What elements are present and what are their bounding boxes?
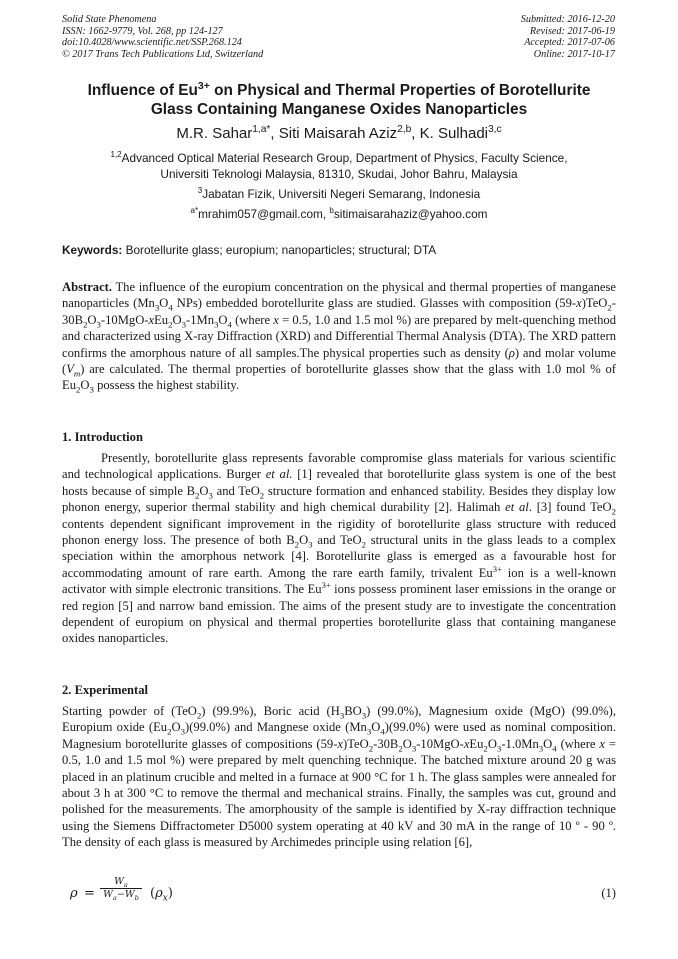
keywords-label: Keywords: (62, 243, 123, 257)
date-revised: Revised: 2017-06-19 (529, 25, 615, 37)
author-name: , K. Sulhadi (411, 125, 488, 142)
journal-doi: doi:10.4028/www.scientific.net/SSP.268.124 (62, 37, 242, 49)
journal-copyright: © 2017 Trans Tech Publications Ltd, Switzerland (62, 48, 264, 60)
publication-dates (521, 14, 615, 60)
date-submitted: Submitted: 2016-12-20 (520, 14, 615, 25)
equation-number: (1) (601, 886, 616, 900)
experimental-paragraph: Starting powder of (TeO$_2$) (99.9%), Boric acid $(H_3BO_3)$ (99.0%), Magnesium oxide (MgO) (99.0%), Europium oxide $(Eu_2O_3)(99.0\%)$ and Mangnese oxide $(Mn_3O_4)(99.0\%)$ were used as nominal composition. Magnesium borotellurite glasses of compositions $(59-x)TeO_2-30B_2O_3-10MgO-xEu_2O_3-1.0Mn_3O_4$ (where x = 0.5, 1.0 and 1.5 mol %) were prepared by melt quenching technique. The batched mixture around 20 g was placed in an platinum crucible and melted in a furnace at 900 °C for 1 h. The glass samples were annealed for about 3 h at 300 °C to remove the thermal and mechanical strains. Finally, the samples was cut, ground and polished for the measurements. The amorphousity of the sample is identified by X-ray diffraction technique using the Siemens Diffractometer D5000 system operating at 40 kV and 30 mA in the range of 10 º - 90 º. The density of each glass is measured by Archimedes principle using relation [6], (62, 704, 616, 850)
introduction-paragraph: Presently, borotellurite glass represents favorable compromise glass materials for various scientific and technological applications. Burger et al. [1] revealed that borotellurite glass system is one of the best hosts because of simple $B_2O_3$ and TeO$_2$ structure formation and enhanced stability. Besides they display low phonon energy, superior thermal stability and high chemical durability [2]. Halimah et al. [3] found TeO$_2$ contents dependent significant improvement in the rigidity of borotellurite glass structure with reduced phonon energy loss. The presence of both $B_2O_3$ and TeO$_2$ structural units in the glass leads to a complex speciation within the amorphous network [4]. Borotellurite glass is emerged as a favourable host for accommodating amount of rare earth. Among the rare earth family, trivalent $Eu^{3+}$ ion is a well-known activator with simple electronic transitions. The $Eu^{3+}$ ions possess prominent laser emissions in the orange or red region [5] and narrow band emission. The aims of the present study are to investigate the concentration dependent of europium on physical and thermal properties borotellurite glass that containing manganese oxides nanoparticles. (62, 451, 616, 646)
density-equation (70, 876, 616, 912)
equation-equals: = (84, 886, 95, 901)
paper-title: Influence of $Eu^{3+}$ on Physical and Thermal Properties of Borotellurite Glass Containing Manganese Oxides Nanoparticles (87, 80, 591, 118)
email-link[interactable]: mrahim057@gmail.com, (198, 207, 330, 221)
equation-factor: $(\rho_x)$ (150, 886, 173, 904)
abstract-label: Abstract. (62, 280, 113, 294)
journal-name: Solid State Phenomena (62, 14, 157, 25)
author-emails: $^{a*}$mrahim057@gmail.com, $^b$sitimaisarahaziz@yahoo.com (190, 206, 488, 221)
email-link[interactable]: sitimaisarahaziz@yahoo.com (333, 207, 488, 221)
affiliation-2: $^3$Jabatan Fizik, Universiti Negeri Semarang, Indonesia (197, 186, 481, 201)
date-online: Online: 2017-10-17 (533, 48, 615, 60)
equation-lhs: ρ (70, 886, 78, 901)
author-list: M.R. Sahar$^{1,a*}$, Siti Maisarah Aziz$^{2,b}$, K. Sulhadi$^{3,c}$ (176, 124, 502, 142)
affiliation-1: $^{1,2}$Advanced Optical Material Research Group, Department of Physics, Faculty Science, Universiti Teknologi Malaysia, 81310, Skudai, Johor Bahru, Malaysia (110, 150, 568, 181)
section-heading-introduction: 1. Introduction (62, 430, 143, 444)
date-accepted: Accepted: 2017-07-06 (524, 37, 615, 49)
journal-info (62, 14, 263, 60)
abstract: Abstract. The influence of the europium concentration on the physical and thermal properties of manganese nanoparticles ($Mn_3O_4$ NPs) embedded borotellurite glass are studied. Glasses with composition $(59-x)TeO_2-30B_2O_3-10MgO-xEu_2O_3-1Mn_3O_4$ (where x = 0.5, 1.0 and 1.5 mol %) are prepared by melt-quenching method and characterized using X-ray Diffraction (XRD) and Differential Thermal Analysis (DTA). The XRD pattern confirms the amorphous nature of all samples.The physical properties such as density (ρ) and molar volume $(V_m)$ are calculated. The thermal properties of borotellurite glasses show that the glass with 1.0 mol % of $Eu_2O_3$ possess the highest stability. (62, 280, 616, 395)
section-heading-experimental: 2. Experimental (62, 683, 149, 697)
author-name: M.R. Sahar (176, 125, 253, 142)
journal-issn: ISSN: 1662-9779, Vol. 268, pp 124-127 (62, 25, 223, 37)
keywords: Keywords: Borotellurite glass; europium; nanoparticles; structural; DTA (62, 243, 437, 257)
author-name: , Siti Maisarah Aziz (270, 125, 398, 142)
equation-fraction: $W_a$ $W_a-W_b$ (100, 876, 142, 901)
